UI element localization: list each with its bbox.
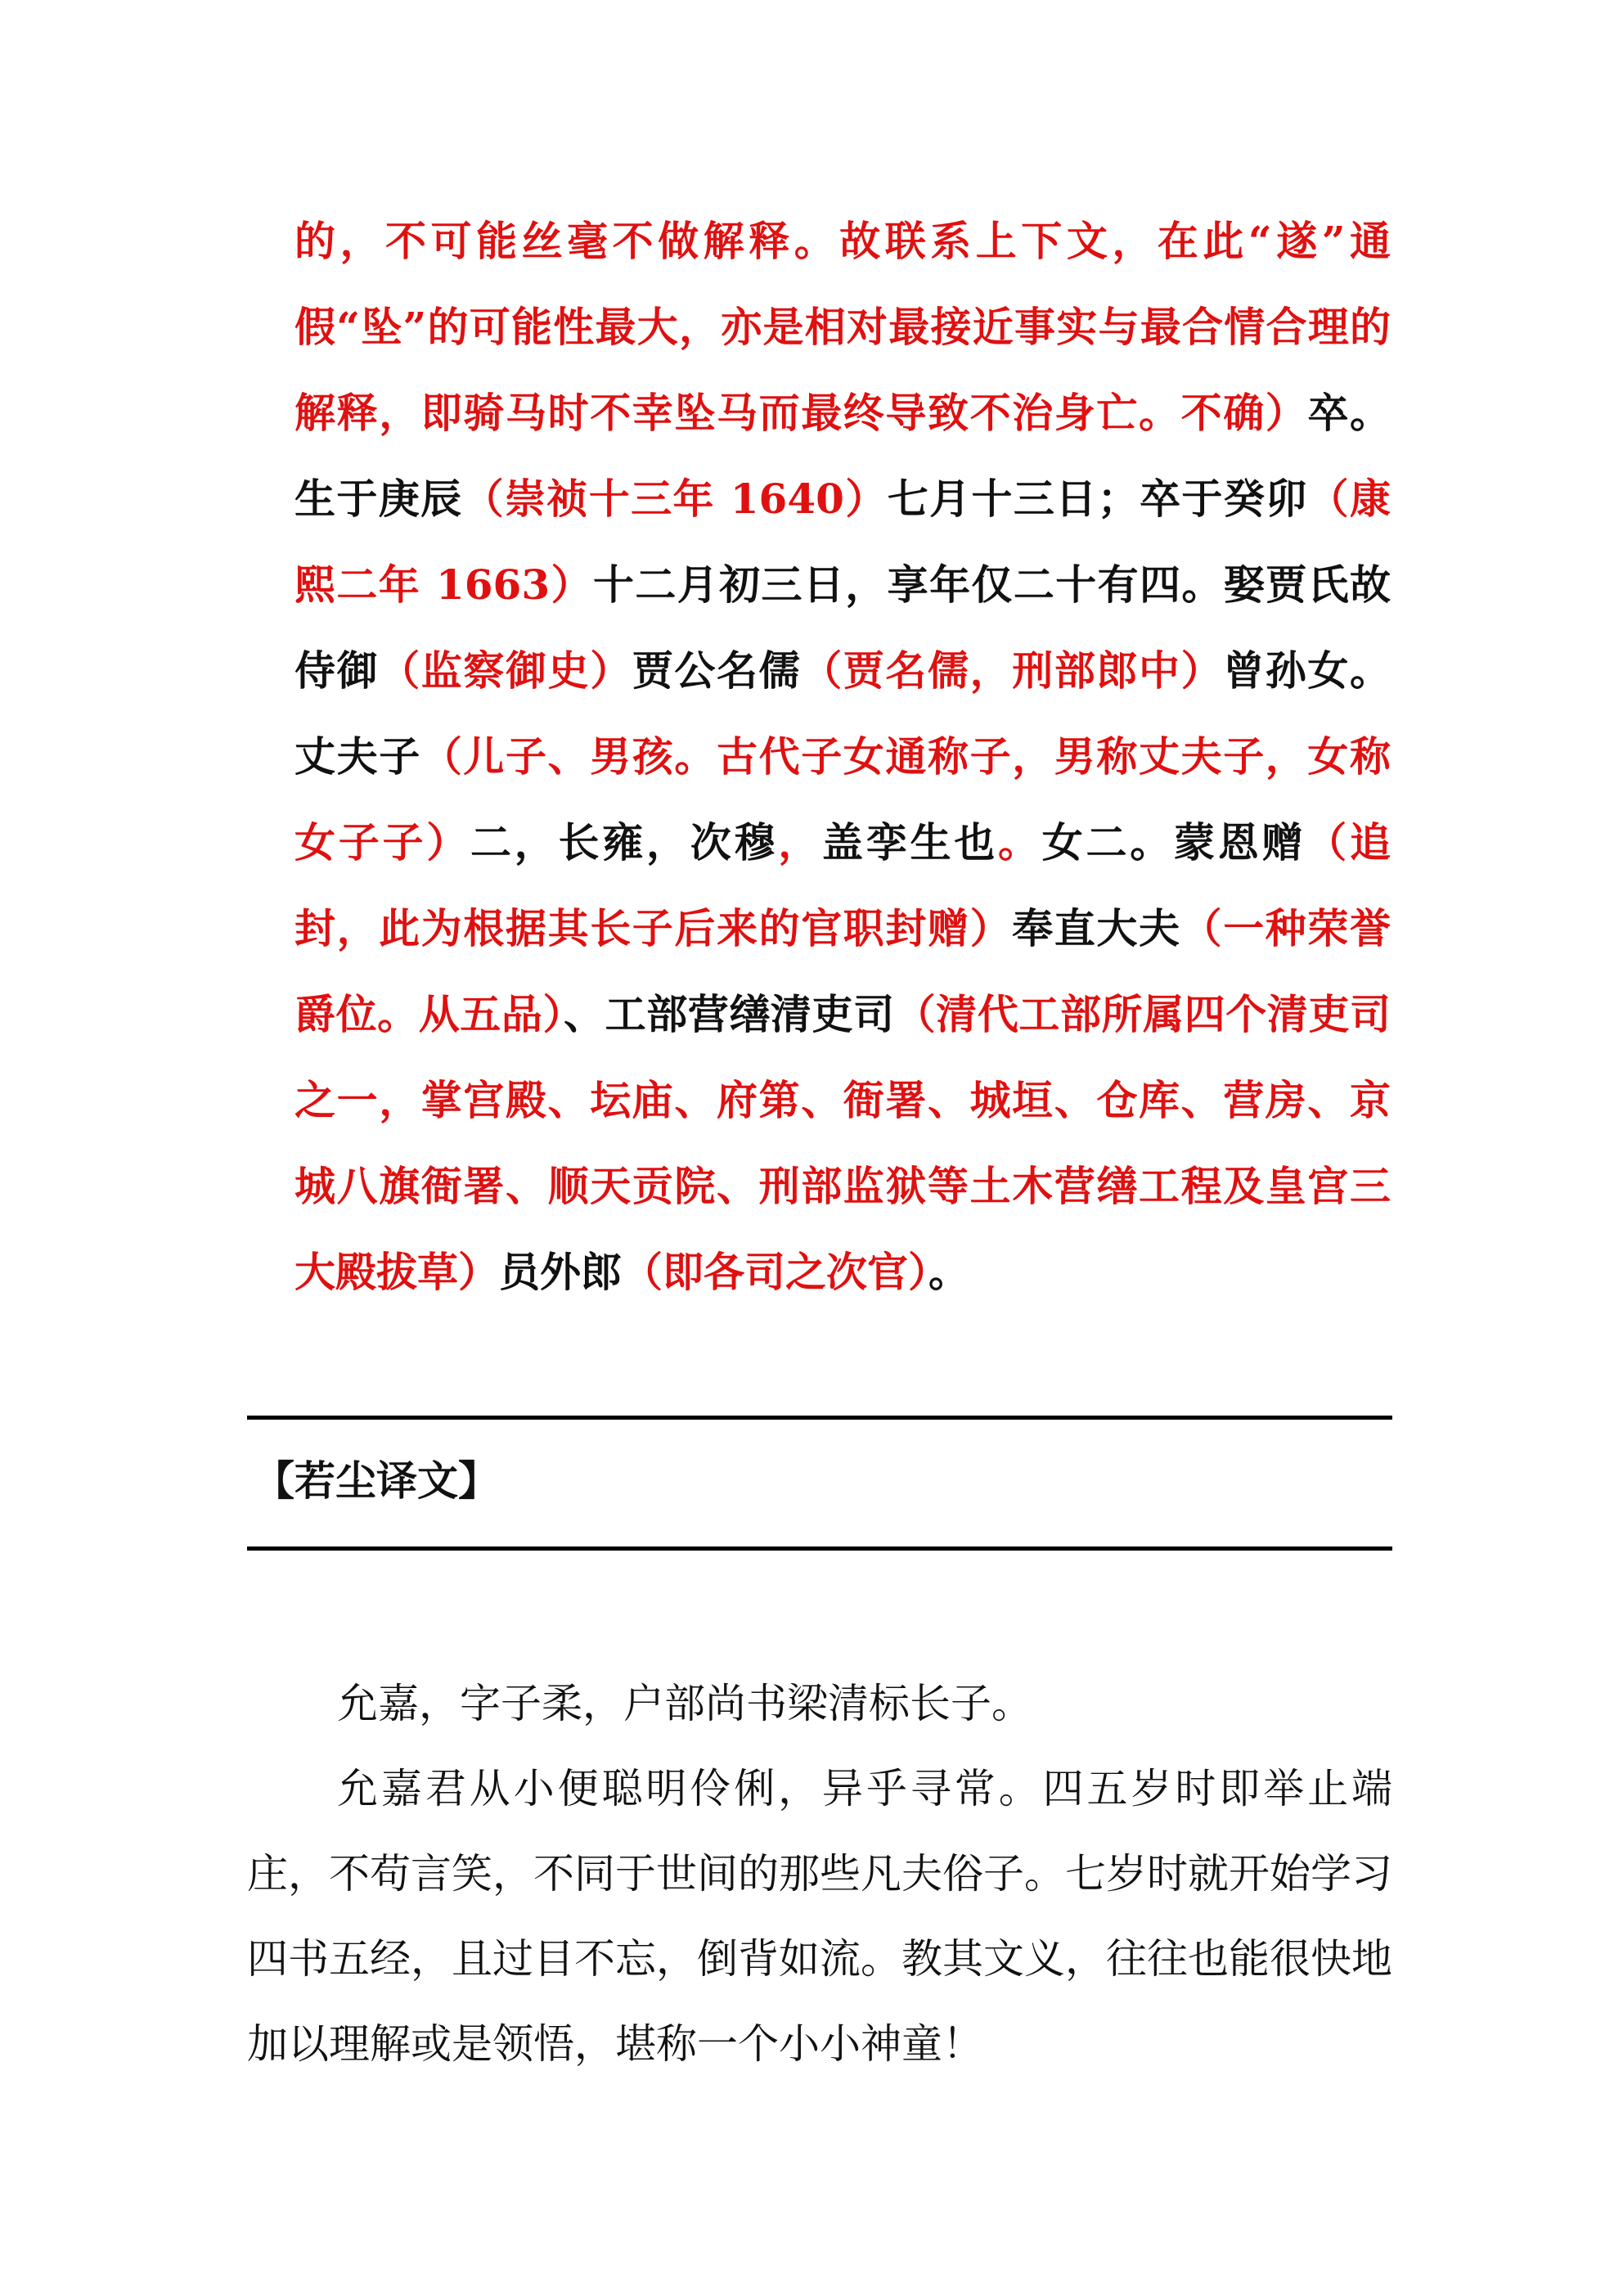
translation-paragraph: 允嘉，字子柔，户部尚书梁清标长子。 bbox=[337, 1680, 1032, 1727]
section-divider-top bbox=[247, 1416, 1392, 1420]
annotation-note: （即各司之次官） bbox=[622, 1248, 928, 1296]
annotation-note: （一种荣誉爵位。从五品） bbox=[294, 904, 1391, 1038]
original-text: 盖孪生也 bbox=[822, 818, 998, 867]
annotation-paragraph bbox=[294, 198, 1391, 1315]
annotation-note: （追封，此为根据其长子后来的官职封赠） bbox=[294, 818, 1391, 952]
translation-block bbox=[247, 1661, 1392, 2087]
original-text: 女二。蒙恩赠 bbox=[1041, 818, 1306, 867]
section-heading: 【若尘译文】 bbox=[254, 1456, 499, 1505]
annotation-note: （崇祯十三年 1640） bbox=[462, 475, 888, 523]
annotation-note: （监察御史） bbox=[379, 646, 632, 695]
original-text: 奉直大夫 bbox=[1012, 904, 1181, 952]
annotation-note: （贾名儒，刑部郎中） bbox=[801, 646, 1224, 695]
original-text: 卒。生于庚辰 bbox=[294, 389, 1391, 523]
section-divider-bottom bbox=[247, 1546, 1392, 1551]
original-text: 贾公名儒 bbox=[632, 646, 802, 695]
annotation-note: （康熙二年 1663） bbox=[294, 475, 1391, 609]
annotation-note: 的，不可能丝毫不做解释。故联系上下文，在此“遂”通假“坠”的可能性最大，亦是相对最接近事实与最合情合理的解释，即骑马时不幸坠马而最终导致不治身亡。不确） bbox=[294, 217, 1391, 437]
original-text: 七月十三日；卒于癸卯 bbox=[887, 475, 1308, 523]
original-text: 二，长雍，次穆 bbox=[470, 818, 779, 867]
annotation-block bbox=[294, 198, 1391, 1315]
original-text: 员外郎 bbox=[499, 1248, 622, 1296]
original-text: 。 bbox=[928, 1248, 969, 1296]
original-text: 十二月初三日，享年仅二十有四。娶贾氏故侍御 bbox=[294, 560, 1391, 695]
original-text: 曾孙女。丈夫子 bbox=[294, 646, 1391, 781]
annotation-note: （清代工部所属四个清吏司之一，掌宫殿、坛庙、府第、衙署、城垣、仓库、营房、京城八旗衙署、顺天贡院、刑部监狱等土木营缮工程及皇宫三大殿拔草） bbox=[294, 990, 1391, 1296]
annotation-note: （儿子、男孩。古代子女通称子，男称丈夫子，女称女子子） bbox=[294, 732, 1391, 867]
annotation-note: ， bbox=[778, 818, 822, 867]
annotation-note: 。 bbox=[998, 818, 1042, 867]
translation-paragraph: 允嘉君从小便聪明伶俐，异乎寻常。四五岁时即举止端庄，不苟言笑，不同于世间的那些凡夫俗子。七岁时就开始学习四书五经，且过目不忘，倒背如流。教其文义，往往也能很快地加以理解或是领悟，堪称一个小小神童！ bbox=[247, 1765, 1392, 2068]
original-text: 、工部营缮清吏司 bbox=[564, 990, 895, 1038]
